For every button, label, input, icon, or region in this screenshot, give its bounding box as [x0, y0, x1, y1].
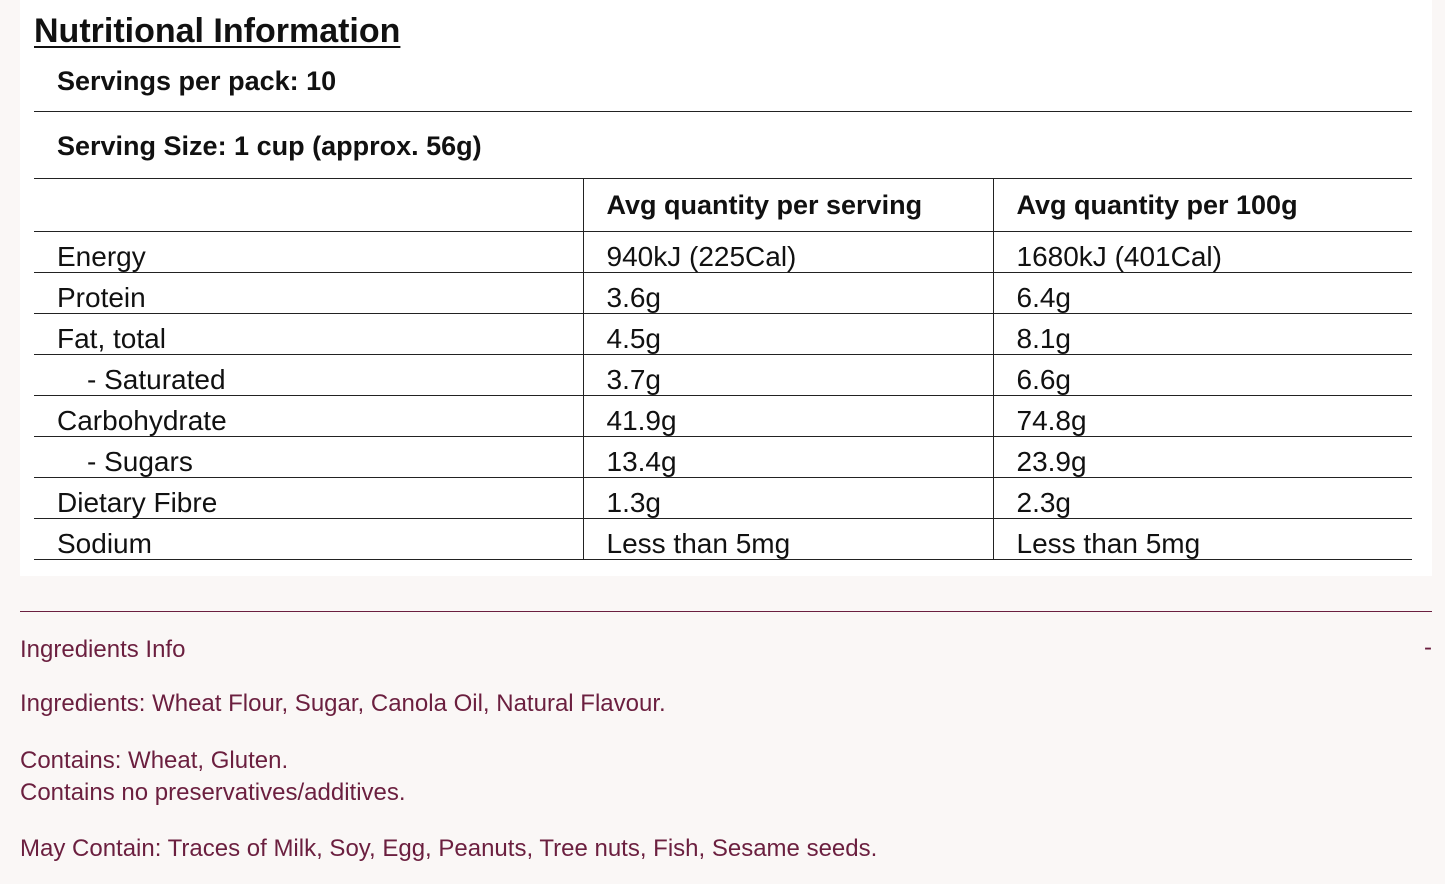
- nutrient-name: Sodium: [34, 519, 583, 560]
- nutrient-name: Energy: [34, 232, 583, 273]
- column-header-nutrient: [34, 179, 583, 232]
- nutrition-title: Nutritional Information: [34, 12, 401, 50]
- ingredients-info-toggle[interactable]: [20, 636, 1432, 668]
- per-100g-value: 8.1g: [993, 314, 1412, 355]
- per-serving-value: 13.4g: [583, 437, 993, 478]
- table-row: [34, 519, 1412, 560]
- no-preservatives-text: Contains no preservatives/additives.: [20, 779, 406, 806]
- servings-per-pack: Servings per pack: 10: [57, 66, 337, 96]
- per-100g-value: 2.3g: [993, 478, 1412, 519]
- per-serving-value: 3.7g: [583, 355, 993, 396]
- table-row: [34, 314, 1412, 355]
- table-row: [34, 396, 1412, 437]
- nutrient-name: Dietary Fibre: [34, 478, 583, 519]
- table-row: [34, 232, 1412, 273]
- nutrient-name: Protein: [34, 273, 583, 314]
- nutrient-name: Fat, total: [34, 314, 583, 355]
- column-header-per-100g: Avg quantity per 100g: [993, 179, 1412, 232]
- per-serving-value: 940kJ (225Cal): [583, 232, 993, 273]
- contains-text: Contains: Wheat, Gluten.: [20, 747, 289, 774]
- per-serving-value: 1.3g: [583, 478, 993, 519]
- table-header-row: [34, 179, 1412, 232]
- section-divider: [20, 611, 1432, 612]
- per-100g-value: 74.8g: [993, 396, 1412, 437]
- table-row: [34, 355, 1412, 396]
- per-100g-value: 6.4g: [993, 273, 1412, 314]
- table-row: [34, 437, 1412, 478]
- nutrient-name: - Sugars: [34, 437, 583, 478]
- per-100g-value: Less than 5mg: [993, 519, 1412, 560]
- serving-size: Serving Size: 1 cup (approx. 56g): [57, 131, 482, 161]
- per-serving-value: 4.5g: [583, 314, 993, 355]
- table-row: [34, 478, 1412, 519]
- table-row: [34, 273, 1412, 314]
- nutrient-name: Carbohydrate: [34, 396, 583, 437]
- per-serving-value: Less than 5mg: [583, 519, 993, 560]
- per-serving-value: 41.9g: [583, 396, 993, 437]
- per-serving-value: 3.6g: [583, 273, 993, 314]
- per-100g-value: 23.9g: [993, 437, 1412, 478]
- nutrition-table: [34, 178, 1412, 560]
- ingredients-info-label: Ingredients Info: [20, 636, 186, 663]
- column-header-per-serving: Avg quantity per serving: [583, 179, 993, 232]
- ingredients-text: Ingredients: Wheat Flour, Sugar, Canola Oil, Natural Flavour.: [20, 690, 666, 717]
- collapse-icon[interactable]: -: [1424, 634, 1432, 661]
- nutrient-name: - Saturated: [34, 355, 583, 396]
- per-100g-value: 6.6g: [993, 355, 1412, 396]
- may-contain-text: May Contain: Traces of Milk, Soy, Egg, Peanuts, Tree nuts, Fish, Sesame seeds.: [20, 835, 878, 862]
- per-100g-value: 1680kJ (401Cal): [993, 232, 1412, 273]
- divider-line: [34, 111, 1412, 112]
